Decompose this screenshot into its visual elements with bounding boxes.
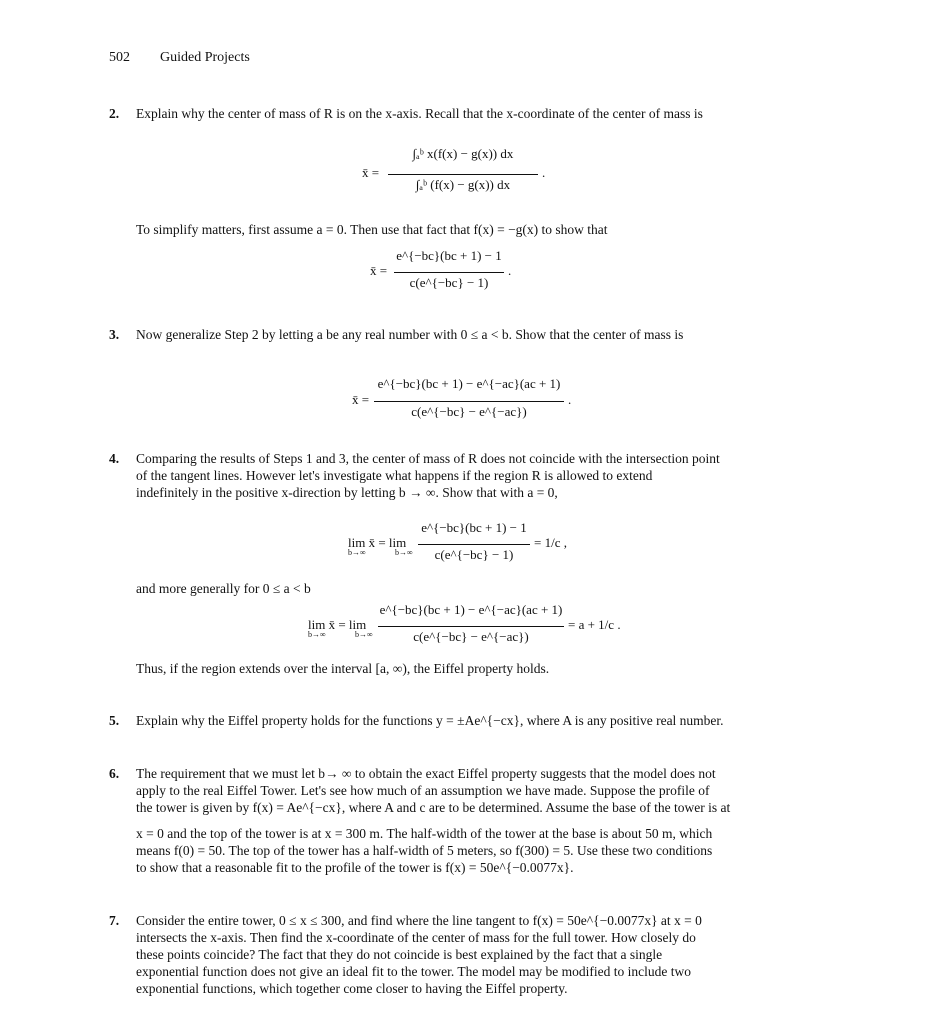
eq5-sub-1: b→∞ bbox=[308, 630, 326, 639]
eq2-tail: . bbox=[508, 263, 512, 278]
step-7-line-1: Consider the entire tower, 0 ≤ x ≤ 300, and find where the line tangent to f(x) = 50e^{−0.0077x} at x = 0 bbox=[136, 913, 702, 928]
step-4-line-1: Comparing the results of Steps 1 and 3, the center of mass of R does not coincide with the intersection point bbox=[136, 451, 720, 466]
fraction-bar bbox=[374, 401, 564, 402]
eq4-lhs: lim x̄ = lim bbox=[348, 535, 407, 550]
step-6-line-2: apply to the real Eiffel Tower. Let's see how much of an assumption we have made. Suppose the profile of bbox=[136, 783, 710, 798]
eq3-numerator: e^{−bc}(bc + 1) − e^{−ac}(ac + 1) bbox=[377, 376, 561, 391]
page-number: 502 bbox=[109, 50, 130, 65]
step-4-mid: and more generally for 0 ≤ a < b bbox=[136, 581, 311, 596]
eq1-denominator: ∫ₐᵇ (f(x) − g(x)) dx bbox=[415, 177, 511, 192]
step-5-text: Explain why the Eiffel property holds for the functions y = ±Ae^{−cx}, where A is any positive real number. bbox=[136, 713, 724, 728]
step-6-line-5: means f(0) = 50. The top of the tower has a half-width of 5 meters, so f(300) = 5. Use these two conditions bbox=[136, 843, 713, 858]
eq4-denominator: c(e^{−bc} − 1) bbox=[434, 547, 514, 562]
step-number: 7. bbox=[109, 913, 120, 928]
step-6-line-1: The requirement that we must let b→ ∞ to obtain the exact Eiffel property suggests that the model does not bbox=[136, 766, 716, 781]
step-7-line-4: exponential function does not give an ideal fit to the tower. The model may be modified to include two bbox=[136, 964, 691, 979]
fraction-bar bbox=[418, 544, 530, 545]
step-4-end: Thus, if the region extends over the interval [a, ∞), the Eiffel property holds. bbox=[136, 661, 550, 676]
step-7-line-3: these points coincide? The fact that they do not coincide is best explained by the fact that a single bbox=[136, 947, 663, 962]
eq5-numerator: e^{−bc}(bc + 1) − e^{−ac}(ac + 1) bbox=[379, 602, 563, 617]
step-4-line-2: of the tangent lines. However let's investigate what happens if the region R is allowed to extend bbox=[136, 468, 653, 483]
step-number: 2. bbox=[109, 106, 120, 121]
fraction-bar bbox=[378, 626, 564, 627]
fraction-bar bbox=[388, 174, 538, 175]
eq5-rhs: = a + 1/c . bbox=[568, 617, 621, 632]
step-number: 6. bbox=[109, 766, 120, 781]
step-6-line-3: the tower is given by f(x) = Ae^{−cx}, where A and c are to be determined. Assume the base of the tower is at bbox=[136, 800, 731, 815]
eq4-rhs: = 1/c , bbox=[534, 535, 567, 550]
eq3-lhs: x̄ = bbox=[352, 392, 370, 407]
fraction-bar bbox=[394, 272, 504, 273]
step-number: 3. bbox=[109, 327, 120, 342]
eq1-lhs: x̄ = bbox=[362, 165, 380, 180]
step-7-line-2: intersects the x-axis. Then find the x-coordinate of the center of mass for the full tower. How closely do bbox=[136, 930, 696, 945]
eq5-sub-2: b→∞ bbox=[355, 630, 373, 639]
eq4-sub-1: b→∞ bbox=[348, 548, 366, 557]
step-7-line-5: exponential functions, which together come closer to having the Eiffel property. bbox=[136, 981, 568, 996]
step-6-line-4: x = 0 and the top of the tower is at x = 300 m. The half-width of the tower at the base is about 50 m, which bbox=[136, 826, 713, 841]
step-2-text-2: To simplify matters, first assume a = 0. Then use that fact that f(x) = −g(x) to show that bbox=[136, 222, 608, 237]
eq5-lhs: lim x̄ = lim bbox=[308, 617, 367, 632]
eq1-numerator: ∫ₐᵇ x(f(x) − g(x)) dx bbox=[412, 146, 514, 161]
eq3-tail: . bbox=[568, 392, 572, 407]
step-3-text: Now generalize Step 2 by letting a be any real number with 0 ≤ a < b. Show that the center of mass is bbox=[136, 327, 684, 342]
eq2-denominator: c(e^{−bc} − 1) bbox=[409, 275, 489, 290]
step-6-line-6: to show that a reasonable fit to the profile of the tower is f(x) = 50e^{−0.0077x}. bbox=[136, 860, 574, 875]
eq5-denominator: c(e^{−bc} − e^{−ac}) bbox=[413, 629, 529, 644]
eq1-tail: . bbox=[542, 165, 546, 180]
step-number: 4. bbox=[109, 451, 120, 466]
eq2-numerator: e^{−bc}(bc + 1) − 1 bbox=[396, 248, 502, 263]
running-title: Guided Projects bbox=[160, 50, 250, 65]
eq4-numerator: e^{−bc}(bc + 1) − 1 bbox=[421, 520, 527, 535]
eq3-denominator: c(e^{−bc} − e^{−ac}) bbox=[411, 404, 527, 419]
eq4-sub-2: b→∞ bbox=[395, 548, 413, 557]
step-4-line-3: indefinitely in the positive x-direction by letting b → ∞. Show that with a = 0, bbox=[136, 485, 558, 500]
step-number: 5. bbox=[109, 713, 120, 728]
step-2-text: Explain why the center of mass of R is on the x-axis. Recall that the x-coordinate of the center of mass is bbox=[136, 106, 703, 121]
eq2-lhs: x̄ = bbox=[370, 263, 388, 278]
